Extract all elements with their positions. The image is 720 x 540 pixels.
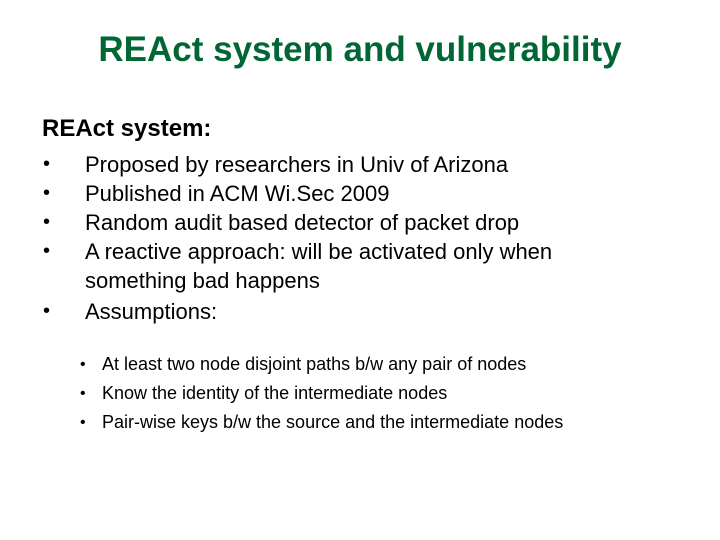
bullet-item [0, 297, 720, 326]
bullet-marker: • [43, 240, 51, 262]
sub-bullet-text: Know the identity of the intermediate nodes [102, 383, 448, 403]
bullet-item [0, 179, 720, 208]
slide-title: REAct system and vulnerability [98, 30, 622, 69]
bullet-item [0, 150, 720, 179]
bullet-text: Proposed by researchers in Univ of Arizona [85, 152, 509, 177]
bullet-text: A reactive approach: will be activated only when something bad happens [85, 239, 553, 293]
sub-bullet-marker: • [80, 414, 86, 431]
bullet-text: Assumptions: [85, 299, 218, 324]
bullet-text: Published in ACM Wi.Sec 2009 [85, 181, 390, 206]
bullet-item [0, 208, 720, 237]
bullet-list [0, 150, 720, 326]
sub-bullet-item [0, 379, 720, 408]
sub-bullet-marker: • [80, 385, 86, 402]
bullet-item [0, 237, 720, 295]
bullet-marker: • [43, 211, 51, 233]
sub-bullet-text: Pair-wise keys b/w the source and the intermediate nodes [102, 412, 564, 432]
bullet-marker: • [43, 300, 51, 322]
bullet-marker: • [43, 153, 51, 175]
sub-bullet-list [0, 350, 720, 437]
sub-bullet-item [0, 350, 720, 379]
sub-bullet-marker: • [80, 356, 86, 373]
section-heading: REAct system: [42, 115, 212, 142]
bullet-marker: • [43, 182, 51, 204]
sub-bullet-item [0, 408, 720, 437]
bullet-text: Random audit based detector of packet drop [85, 210, 520, 235]
sub-bullet-text: At least two node disjoint paths b/w any pair of nodes [102, 354, 527, 374]
